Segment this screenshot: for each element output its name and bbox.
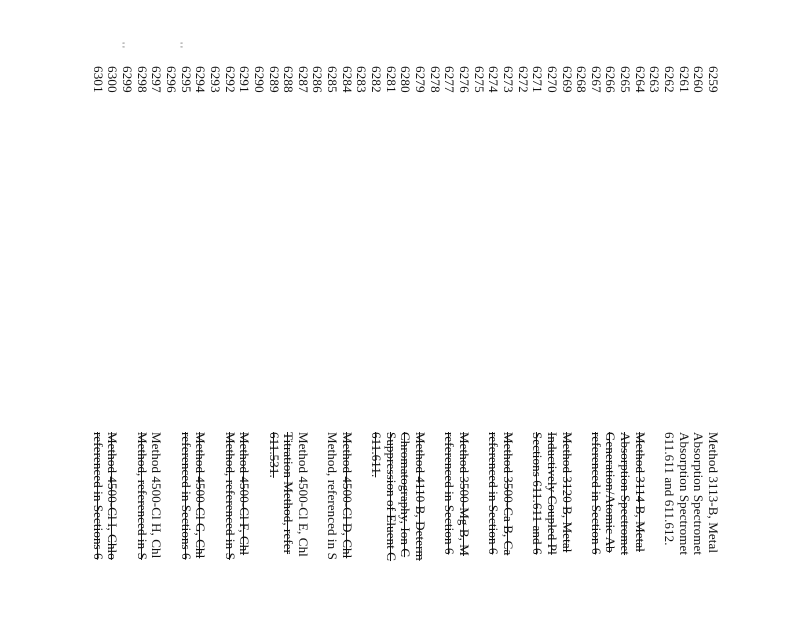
entry-text-line: Method 4500-Cl D, Chl bbox=[339, 432, 355, 559]
line-number: 6287 bbox=[295, 66, 311, 93]
line-number: 6289 bbox=[266, 66, 282, 93]
line-number: 6286 bbox=[310, 66, 326, 93]
line-number: 6281 bbox=[383, 66, 399, 93]
scan-speck: ' ' bbox=[173, 42, 184, 48]
line-number: 6265 bbox=[618, 66, 634, 93]
entry-text-line: Method 3114 B, Metal bbox=[632, 432, 648, 552]
entry-text-line: Method 4500-Cl G, Chl bbox=[193, 432, 209, 559]
entry-text-line: referenced in Section 6 bbox=[442, 432, 458, 555]
line-number: 6298 bbox=[134, 66, 150, 93]
entry-text-line: Suppression of Eluent C bbox=[383, 432, 399, 562]
line-number: 6273 bbox=[500, 66, 516, 93]
line-number: 6299 bbox=[120, 66, 135, 93]
entry-text-line: Method 3500-Ca B, Ca bbox=[500, 432, 516, 556]
entry-text-line: Method 3500-Mg B, M bbox=[456, 432, 472, 556]
entry-text-line: referenced in Section 6 bbox=[588, 432, 604, 555]
line-number: 6266 bbox=[603, 66, 619, 93]
line-number: 6284 bbox=[339, 66, 355, 93]
entry-text-line: Method 4500-Cl F, Chl bbox=[237, 432, 253, 556]
line-number: 6267 bbox=[588, 66, 604, 93]
line-number: 6292 bbox=[222, 66, 238, 93]
line-number: 6274 bbox=[486, 66, 502, 93]
line-number: 6276 bbox=[456, 66, 472, 93]
entry-text-line: Absorption Spectromet bbox=[691, 432, 707, 556]
entry-text-line: Method 4500-Cl E, Chl bbox=[295, 432, 311, 557]
entry-text-line: Absorption Spectromet bbox=[618, 432, 634, 556]
line-number: 6270 bbox=[544, 66, 560, 93]
scan-speck: ' ' bbox=[115, 42, 126, 48]
line-number: 6282 bbox=[369, 66, 385, 93]
entry-text-line: Chromatography, Ion C bbox=[398, 432, 414, 558]
line-number: 6295 bbox=[178, 66, 194, 93]
line-number: 6285 bbox=[325, 66, 341, 93]
line-number: 6271 bbox=[530, 66, 546, 93]
entry-text-line: Absorption Spectromet bbox=[676, 432, 692, 556]
entry-text-line: Method, referenced in S bbox=[222, 432, 238, 560]
line-number: 6293 bbox=[207, 66, 223, 93]
line-number: 6263 bbox=[647, 66, 663, 93]
entry-text-line: Method, referenced in S bbox=[134, 432, 150, 560]
entry-text-line: Sections 611.611 and 6 bbox=[530, 432, 546, 555]
line-number: 6275 bbox=[471, 66, 487, 93]
entry-text-line: Method 3113-B, Metal bbox=[706, 432, 721, 554]
entry-text-line: Method 4500-Cl I, Chlo bbox=[105, 432, 121, 560]
line-number: 6297 bbox=[149, 66, 165, 93]
line-number: 6294 bbox=[193, 66, 209, 93]
entry-text-line: Generation/Atomic Ab bbox=[603, 432, 619, 553]
line-number: 6262 bbox=[662, 66, 678, 93]
line-number: 6301 bbox=[90, 66, 106, 93]
line-number: 6269 bbox=[559, 66, 575, 93]
line-number: 6268 bbox=[574, 66, 590, 93]
entry-text-line: 611.611. bbox=[369, 432, 385, 478]
entry-text-line: Method 4110 B, Determ bbox=[413, 432, 428, 561]
entry-text-line: Method, referenced in S bbox=[325, 432, 341, 560]
entry-text-line: 611.531. bbox=[266, 432, 282, 478]
line-number: 6288 bbox=[281, 66, 297, 93]
line-number: 6260 bbox=[691, 66, 707, 93]
line-number: 6264 bbox=[632, 66, 648, 93]
entry-text-line: referenced in Section 6 bbox=[486, 432, 502, 555]
entry-text-line: referenced in Sections 6 bbox=[90, 432, 106, 560]
line-number: 6300 bbox=[105, 66, 121, 93]
entry-text-line: Method 4500-Cl H, Chl bbox=[149, 432, 165, 559]
line-number: 6277 bbox=[442, 66, 458, 93]
line-number: 6278 bbox=[427, 66, 443, 93]
entry-text-line: 611.611 and 611.612. bbox=[662, 432, 678, 546]
entry-text-line: Inductively Coupled Pl bbox=[544, 432, 560, 555]
line-number: 6261 bbox=[676, 66, 692, 93]
entry-text-line: Method 3120 B, Metal bbox=[559, 432, 575, 553]
entry-text-line: Titration Method, refer bbox=[281, 432, 297, 555]
line-number: 6272 bbox=[515, 66, 531, 93]
line-number: 6280 bbox=[398, 66, 414, 93]
line-number: 6290 bbox=[251, 66, 267, 93]
line-number: 6283 bbox=[354, 66, 370, 93]
line-number: 6296 bbox=[163, 66, 179, 93]
line-number: 6279 bbox=[413, 66, 428, 93]
line-number: 6259 bbox=[706, 66, 721, 93]
line-number: 6291 bbox=[237, 66, 253, 93]
entry-text-line: referenced in Sections 6 bbox=[178, 432, 194, 560]
